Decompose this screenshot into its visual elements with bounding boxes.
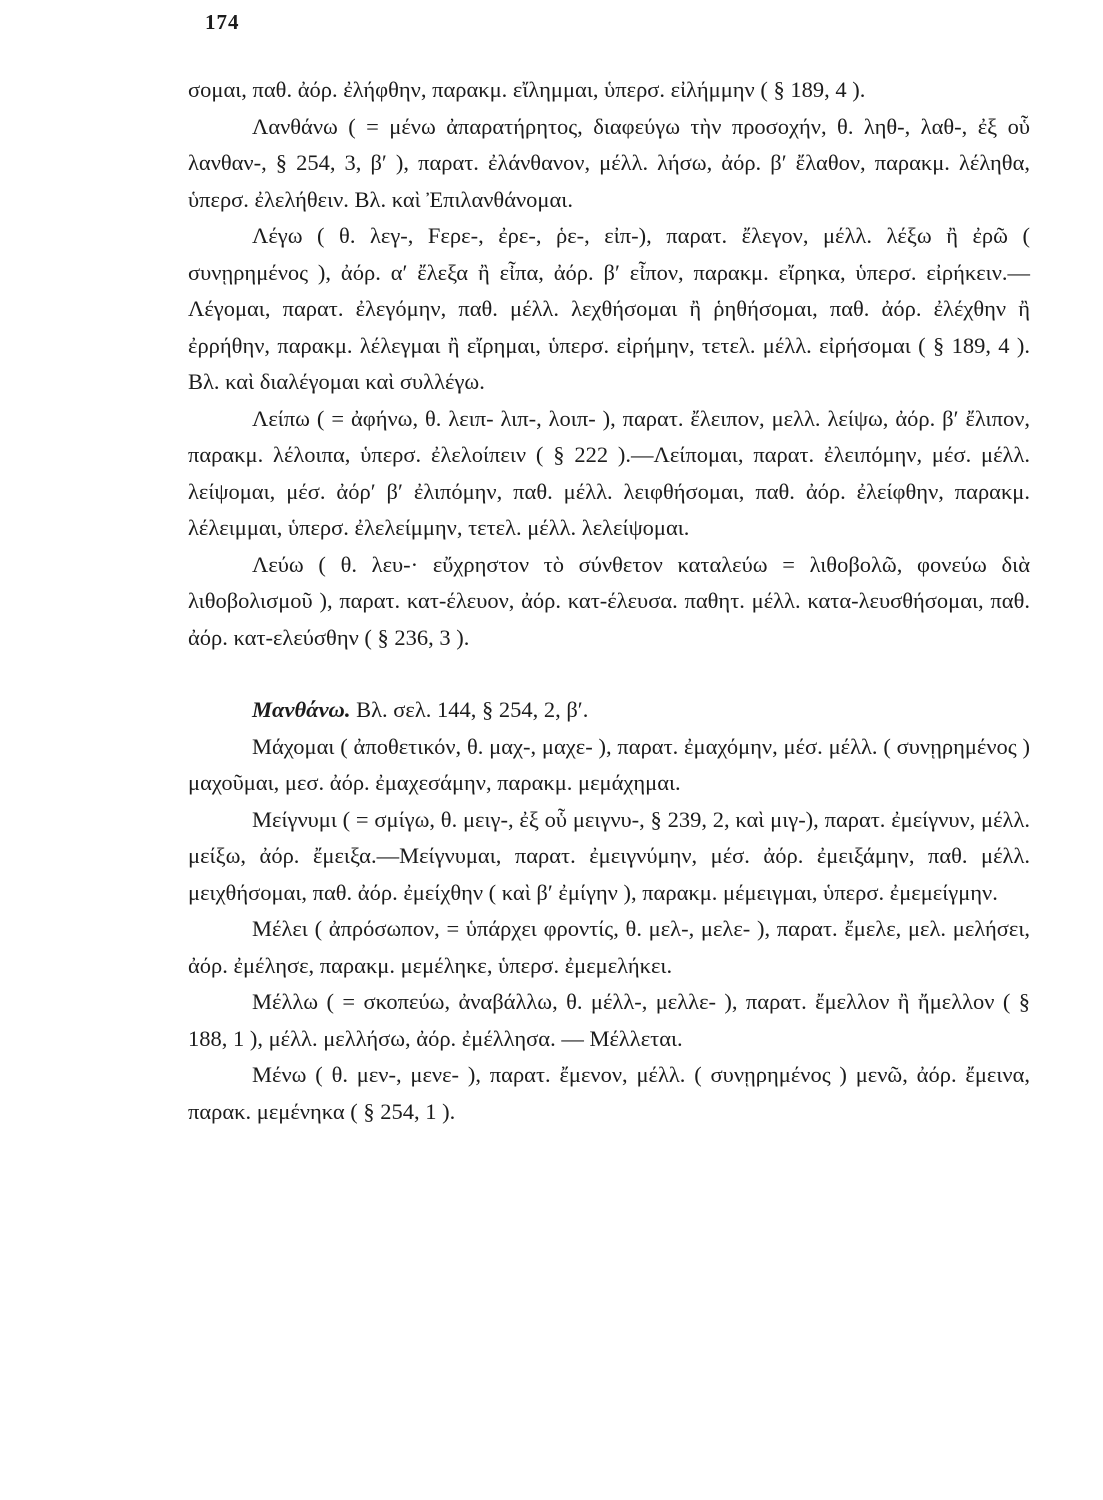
entry-machomai: Μάχομαι ( ἀποθετικόν, θ. μαχ-, μαχε- ), παρατ. ἐμαχόμην, μέσ. μέλλ. ( συνῃρημένος ) μαχοῦμαι, μεσ. ἀόρ. ἐμαχεσάμην, παρακμ. μεμάχημαι.: [188, 733, 1030, 795]
headword-manthano: Μανθάνω.: [252, 697, 351, 722]
entry-lanthano: Λανθάνω ( = μένω ἀπαρατήρητος, διαφεύγω τὴν προσοχήν, θ. ληθ-, λαθ-, ἐξ οὗ λανθαν-, § 254, 3, β′ ), παρατ. ἐλάνθανον, μέλλ. λήσω, ἀόρ. β′ ἔλαθον, παρακμ. λέληθα, ὑπερσ. ἐλελήθειν. Βλ. καὶ Ἐπιλανθάνομαι.: [188, 113, 1030, 212]
entry-leuo: Λεύω ( θ. λευ-· εὔχρηστον τὸ σύνθετον καταλεύω = λιθοβολῶ, φονεύω διὰ λιθοβολισμοῦ ), παρατ. κατ-έλευον, ἀόρ. κατ-έλευσα. παθητ. μέλλ. κατα-λευσθήσομαι, παθ. ἀόρ. κατ-ελεύσθην ( § 236, 3 ).: [188, 551, 1030, 650]
entry-lego: Λέγω ( θ. λεγ-, Fερε-, ἐρε-, ῥε-, εἰπ-), παρατ. ἔλεγον, μέλλ. λέξω ἢ ἐρῶ ( συνῃρημένος ), ἀόρ. α′ ἔλεξα ἢ εἶπα, ἀόρ. β′ εἶπον, παρακμ. εἴρηκα, ὑπερσ. εἰρήκειν.—Λέγομαι, παρατ. ἐλεγόμην, παθ. μέλλ. λεχθήσομαι ἢ ῥηθήσομαι, παθ. ἀόρ. ἐλέχθην ἢ ἐρρήθην, παρακμ. λέλεγμαι ἢ εἴρημαι, ὑπερσ. εἰρήμην, τετελ. μέλλ. εἰρήσομαι ( § 189, 4 ). Βλ. καὶ διαλέγομαι καὶ συλλέγω.: [188, 223, 1030, 394]
entry-mello: Μέλλω ( = σκοπεύω, ἀναβάλλω, θ. μέλλ-, μελλε- ), παρατ. ἔμελλον ἢ ἤμελλον ( § 188, 1 ), μέλλ. μελλήσω, ἀόρ. ἐμέλλησα. — Μέλλεται.: [188, 989, 1030, 1051]
paragraph-continuation: σομαι, παθ. ἀόρ. ἐλήφθην, παρακμ. εἴλημμαι, ὑπερσ. εἰλήμμην ( § 189, 4 ).: [188, 77, 866, 102]
entry-meno: Μένω ( θ. μεν-, μενε- ), παρατ. ἔμενον, μέλλ. ( συνῃρημένος ) μενῶ, ἀόρ. ἔμεινα, παρακ. μεμένηκα ( § 254, 1 ).: [188, 1062, 1030, 1124]
page-body: [188, 72, 1030, 1130]
entry-leipo: Λείπω ( = ἀφήνω, θ. λειπ- λιπ-, λοιπ- ), παρατ. ἔλειπον, μελλ. λείψω, ἀόρ. β′ ἔλιπον, παρακμ. λέλοιπα, ὑπερσ. ἐλελοίπειν ( § 222 ).—Λείπομαι, παρατ. ἐλειπόμην, μέσ. μέλλ. λείψομαι, μέσ. ἀόρ′ β′ ἐλιπόμην, παθ. μέλλ. λειφθήσομαι, παθ. ἀόρ. ἐλείφθην, παρακμ. λέλειμμαι, ὑπερσ. ἐλελείμμην, τετελ. μέλλ. λελείψομαι.: [188, 405, 1030, 540]
entry-manthano-text: Βλ. σελ. 144, § 254, 2, β′.: [350, 697, 589, 722]
page-number: 174: [205, 10, 240, 34]
entry-manthano: [188, 692, 1030, 729]
entry-meignymi: Μείγνυμι ( = σμίγω, θ. μειγ-, ἐξ οὗ μειγνυ-, § 239, 2, καὶ μιγ-), παρατ. ἐμείγνυν, μέλλ. μείξω, ἀόρ. ἔμειξα.—Μείγνυμαι, παρατ. ἐμειγνύμην, μέσ. ἀόρ. ἐμειξάμην, παθ. μέλλ. μειχθήσομαι, παθ. ἀόρ. ἐμείχθην ( καὶ β′ ἐμίγην ), παρακμ. μέμειγμαι, ὑπερσ. ἐμεμείγμην.: [188, 806, 1030, 905]
section-gap: [188, 656, 1030, 692]
entry-melei: Μέλει ( ἀπρόσωπον, = ὑπάρχει φροντίς, θ. μελ-, μελε- ), παρατ. ἔμελε, μελ. μελήσει, ἀόρ. ἐμέλησε, παρακμ. μεμέληκε, ὑπερσ. ἐμεμελήκει.: [188, 916, 1030, 978]
